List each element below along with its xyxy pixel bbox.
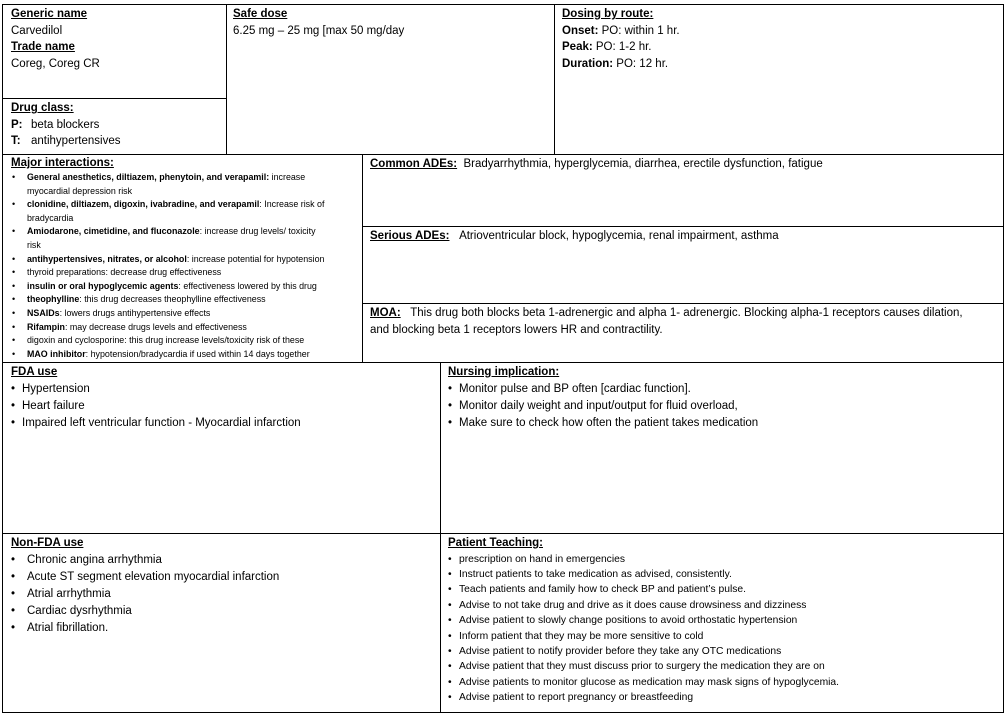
border-top: [2, 4, 1004, 5]
divider-v-interactions: [362, 154, 363, 362]
border-right: [1003, 4, 1004, 713]
interaction-drugs: Rifampin: [27, 321, 65, 332]
non-fda-use-label: Non-FDA use: [11, 537, 84, 549]
interaction-drugs: Amiodarone, cimetidine, and fluconazole: [27, 226, 200, 237]
interaction-effect: : hypotension/bradycardia if used within 14 days together: [85, 348, 310, 359]
common-ades-label: Common ADEs:: [370, 158, 458, 170]
onset-value: PO: within 1 hr.: [598, 24, 680, 37]
nursing-item: • Monitor pulse and BP often [cardiac function].: [448, 381, 1000, 398]
patient-teaching-list: [448, 552, 1000, 706]
divider-h-row1: [2, 154, 1004, 155]
interaction-effect: : increase potential for hypotension: [186, 253, 325, 264]
interaction-effect: myocardial depression risk: [27, 185, 133, 196]
non-fda-use-item: • Cardiac dysrhythmia: [11, 603, 437, 620]
drug-name-cell: [11, 6, 223, 72]
interaction-item: [11, 253, 361, 267]
therapeutic-label: T:: [11, 135, 21, 147]
major-interactions-cell: [11, 156, 361, 361]
divider-v-bottom: [440, 362, 441, 713]
dosing-cell: [562, 6, 1000, 72]
interaction-item: [11, 307, 361, 321]
trade-name-value: Coreg, Coreg CR: [11, 57, 100, 70]
divider-h-row2: [2, 362, 1004, 363]
safe-dose-label: Safe dose: [233, 8, 288, 20]
therapeutic-value: antihypertensives: [31, 135, 121, 147]
onset-label: Onset:: [562, 24, 599, 37]
interaction-item: [11, 225, 361, 239]
common-ades-text: Bradyarrhythmia, hyperglycemia, diarrhea, erectile dysfunction, fatigue: [463, 158, 823, 170]
patient-teaching-item: • Instruct patients to take medication as advised, consistently.: [448, 567, 1000, 582]
moa-label: MOA:: [370, 307, 401, 319]
trade-name-label: Trade name: [11, 41, 75, 53]
interaction-item: [11, 212, 361, 226]
interaction-drugs: theophylline: [27, 294, 80, 305]
moa-cell: [370, 305, 1002, 338]
serious-ades-text: Atrioventricular block, hypoglycemia, renal impairment, asthma: [459, 230, 779, 242]
safe-dose-value: 6.25 mg – 25 mg [max 50 mg/day: [233, 24, 405, 37]
fda-use-item: • Impaired left ventricular function - Myocardial infarction: [11, 415, 437, 432]
non-fda-use-item: • Atrial arrhythmia: [11, 586, 437, 603]
major-interactions-label: Major interactions:: [11, 157, 114, 169]
drug-class-row-t: [11, 133, 223, 150]
non-fda-use-item: • Acute ST segment elevation myocardial infarction: [11, 569, 437, 586]
nursing-label: Nursing implication:: [448, 366, 560, 378]
interaction-effect: digoxin and cyclosporine: this drug increase levels/toxicity risk of these: [27, 335, 305, 346]
nursing-item: • Make sure to check how often the patient takes medication: [448, 415, 1000, 432]
serious-ades-label: Serious ADEs:: [370, 230, 450, 242]
generic-name-label: Generic name: [11, 8, 88, 20]
divider-h-drugclass: [2, 98, 227, 99]
interaction-item: [11, 321, 361, 335]
interaction-effect: : this drug decreases theophylline effectiveness: [79, 294, 266, 305]
interaction-item: [11, 185, 361, 199]
interaction-effect: : lowers drugs antihypertensive effects: [59, 307, 211, 318]
interaction-item: [11, 334, 361, 348]
interaction-drugs: insulin or oral hypoglycemic agents: [27, 280, 179, 291]
peak-label: Peak:: [562, 41, 593, 53]
border-left: [2, 4, 3, 713]
patient-teaching-label: Patient Teaching:: [448, 537, 543, 549]
divider-h-common: [362, 226, 1004, 227]
fda-use-cell: [11, 364, 437, 432]
interaction-effect: increase: [269, 172, 306, 182]
dosing-label: Dosing by route:: [562, 8, 654, 20]
patient-teaching-item: • Advise to not take drug and drive as it does cause drowsiness and dizziness: [448, 598, 1000, 613]
interaction-item: [11, 239, 361, 253]
peak-value: PO: 1-2 hr.: [592, 41, 652, 53]
patient-teaching-item: • Advise patient that they must discuss prior to surgery the medication they are on: [448, 659, 1000, 674]
dosing-row-peak: [562, 39, 1000, 56]
border-bottom: [2, 712, 1004, 713]
safe-dose-cell: [233, 6, 551, 39]
patient-teaching-item: • Advise patient to notify provider before they take any OTC medications: [448, 644, 1000, 659]
interaction-item: [11, 266, 361, 280]
interaction-item: [11, 348, 361, 362]
fda-use-label: FDA use: [11, 366, 58, 378]
dosing-row-duration: [562, 56, 1000, 73]
divider-h-row3: [2, 533, 1004, 534]
patient-teaching-cell: [448, 535, 1000, 706]
dosing-row-onset: [562, 23, 1000, 40]
interaction-item: [11, 198, 361, 212]
pharmacologic-label: P:: [11, 118, 23, 131]
non-fda-use-item: • Atrial fibrillation.: [11, 620, 437, 637]
patient-teaching-item: • Advise patient to report pregnancy or breastfeeding: [448, 690, 1000, 705]
nursing-list: [448, 381, 1000, 432]
patient-teaching-item: • Teach patients and family how to check BP and patient’s pulse.: [448, 582, 1000, 597]
fda-use-list: [11, 381, 437, 432]
interaction-effect: risk: [27, 239, 41, 250]
interaction-effect: : increase drug levels/ toxicity: [199, 226, 316, 237]
drug-class-label: Drug class:: [11, 102, 74, 114]
non-fda-use-cell: [11, 535, 437, 637]
fda-use-item: • Hypertension: [11, 381, 437, 398]
interaction-item: [11, 293, 361, 307]
interaction-drugs: General anesthetics, diltiazem, phenytoin, and verapamil:: [27, 172, 270, 182]
divider-v-drug: [226, 4, 227, 154]
interaction-effect: : Increase risk of: [259, 199, 325, 210]
interaction-effect: : effectiveness lowered by this drug: [178, 280, 317, 291]
interaction-item: [11, 280, 361, 294]
patient-teaching-item: • Advise patients to monitor glucose as medication may mask signs of hypoglycemia.: [448, 675, 1000, 690]
common-ades-cell: [370, 156, 1000, 173]
generic-name-value: Carvedilol: [11, 24, 63, 37]
interaction-effect: bradycardia: [27, 212, 74, 223]
interaction-drugs: NSAIDs: [27, 307, 60, 318]
divider-h-serious: [362, 303, 1004, 304]
interaction-item: [11, 171, 361, 185]
pharmacologic-value: beta blockers: [31, 118, 100, 131]
interaction-effect: : may decrease drugs levels and effectiveness: [64, 321, 247, 332]
divider-v-dose: [554, 4, 555, 154]
nursing-item: • Monitor daily weight and input/output for fluid overload,: [448, 398, 1000, 415]
interaction-drugs: clonidine, diltiazem, digoxin, ivabradine, and verapamil: [27, 199, 260, 210]
serious-ades-cell: [370, 228, 1000, 245]
interaction-drugs: antihypertensives, nitrates, or alcohol: [27, 253, 187, 264]
patient-teaching-item: • Advise patient to slowly change positions to avoid orthostatic hypertension: [448, 613, 1000, 628]
interaction-drugs: MAO inhibitor: [27, 348, 86, 359]
drug-class-row-p: [11, 117, 223, 134]
non-fda-use-item: • Chronic angina arrhythmia: [11, 552, 437, 569]
nursing-cell: [448, 364, 1000, 432]
non-fda-use-list: [11, 552, 437, 637]
drug-class-cell: [11, 100, 223, 150]
fda-use-item: • Heart failure: [11, 398, 437, 415]
duration-value: PO: 12 hr.: [613, 57, 669, 70]
moa-line-1: This drug both blocks beta 1-adrenergic and alpha 1- adrenergic. Blocking alpha-1 receptors causes dilation,: [410, 307, 963, 319]
patient-teaching-item: • prescription on hand in emergencies: [448, 552, 1000, 567]
moa-line-2: and blocking beta 1 receptors lowers HR and contractility.: [370, 323, 663, 336]
interaction-effect: thyroid preparations: decrease drug effectiveness: [27, 267, 222, 278]
major-interactions-list: [11, 171, 361, 361]
duration-label: Duration:: [562, 57, 614, 70]
patient-teaching-item: • Inform patient that they may be more sensitive to cold: [448, 629, 1000, 644]
